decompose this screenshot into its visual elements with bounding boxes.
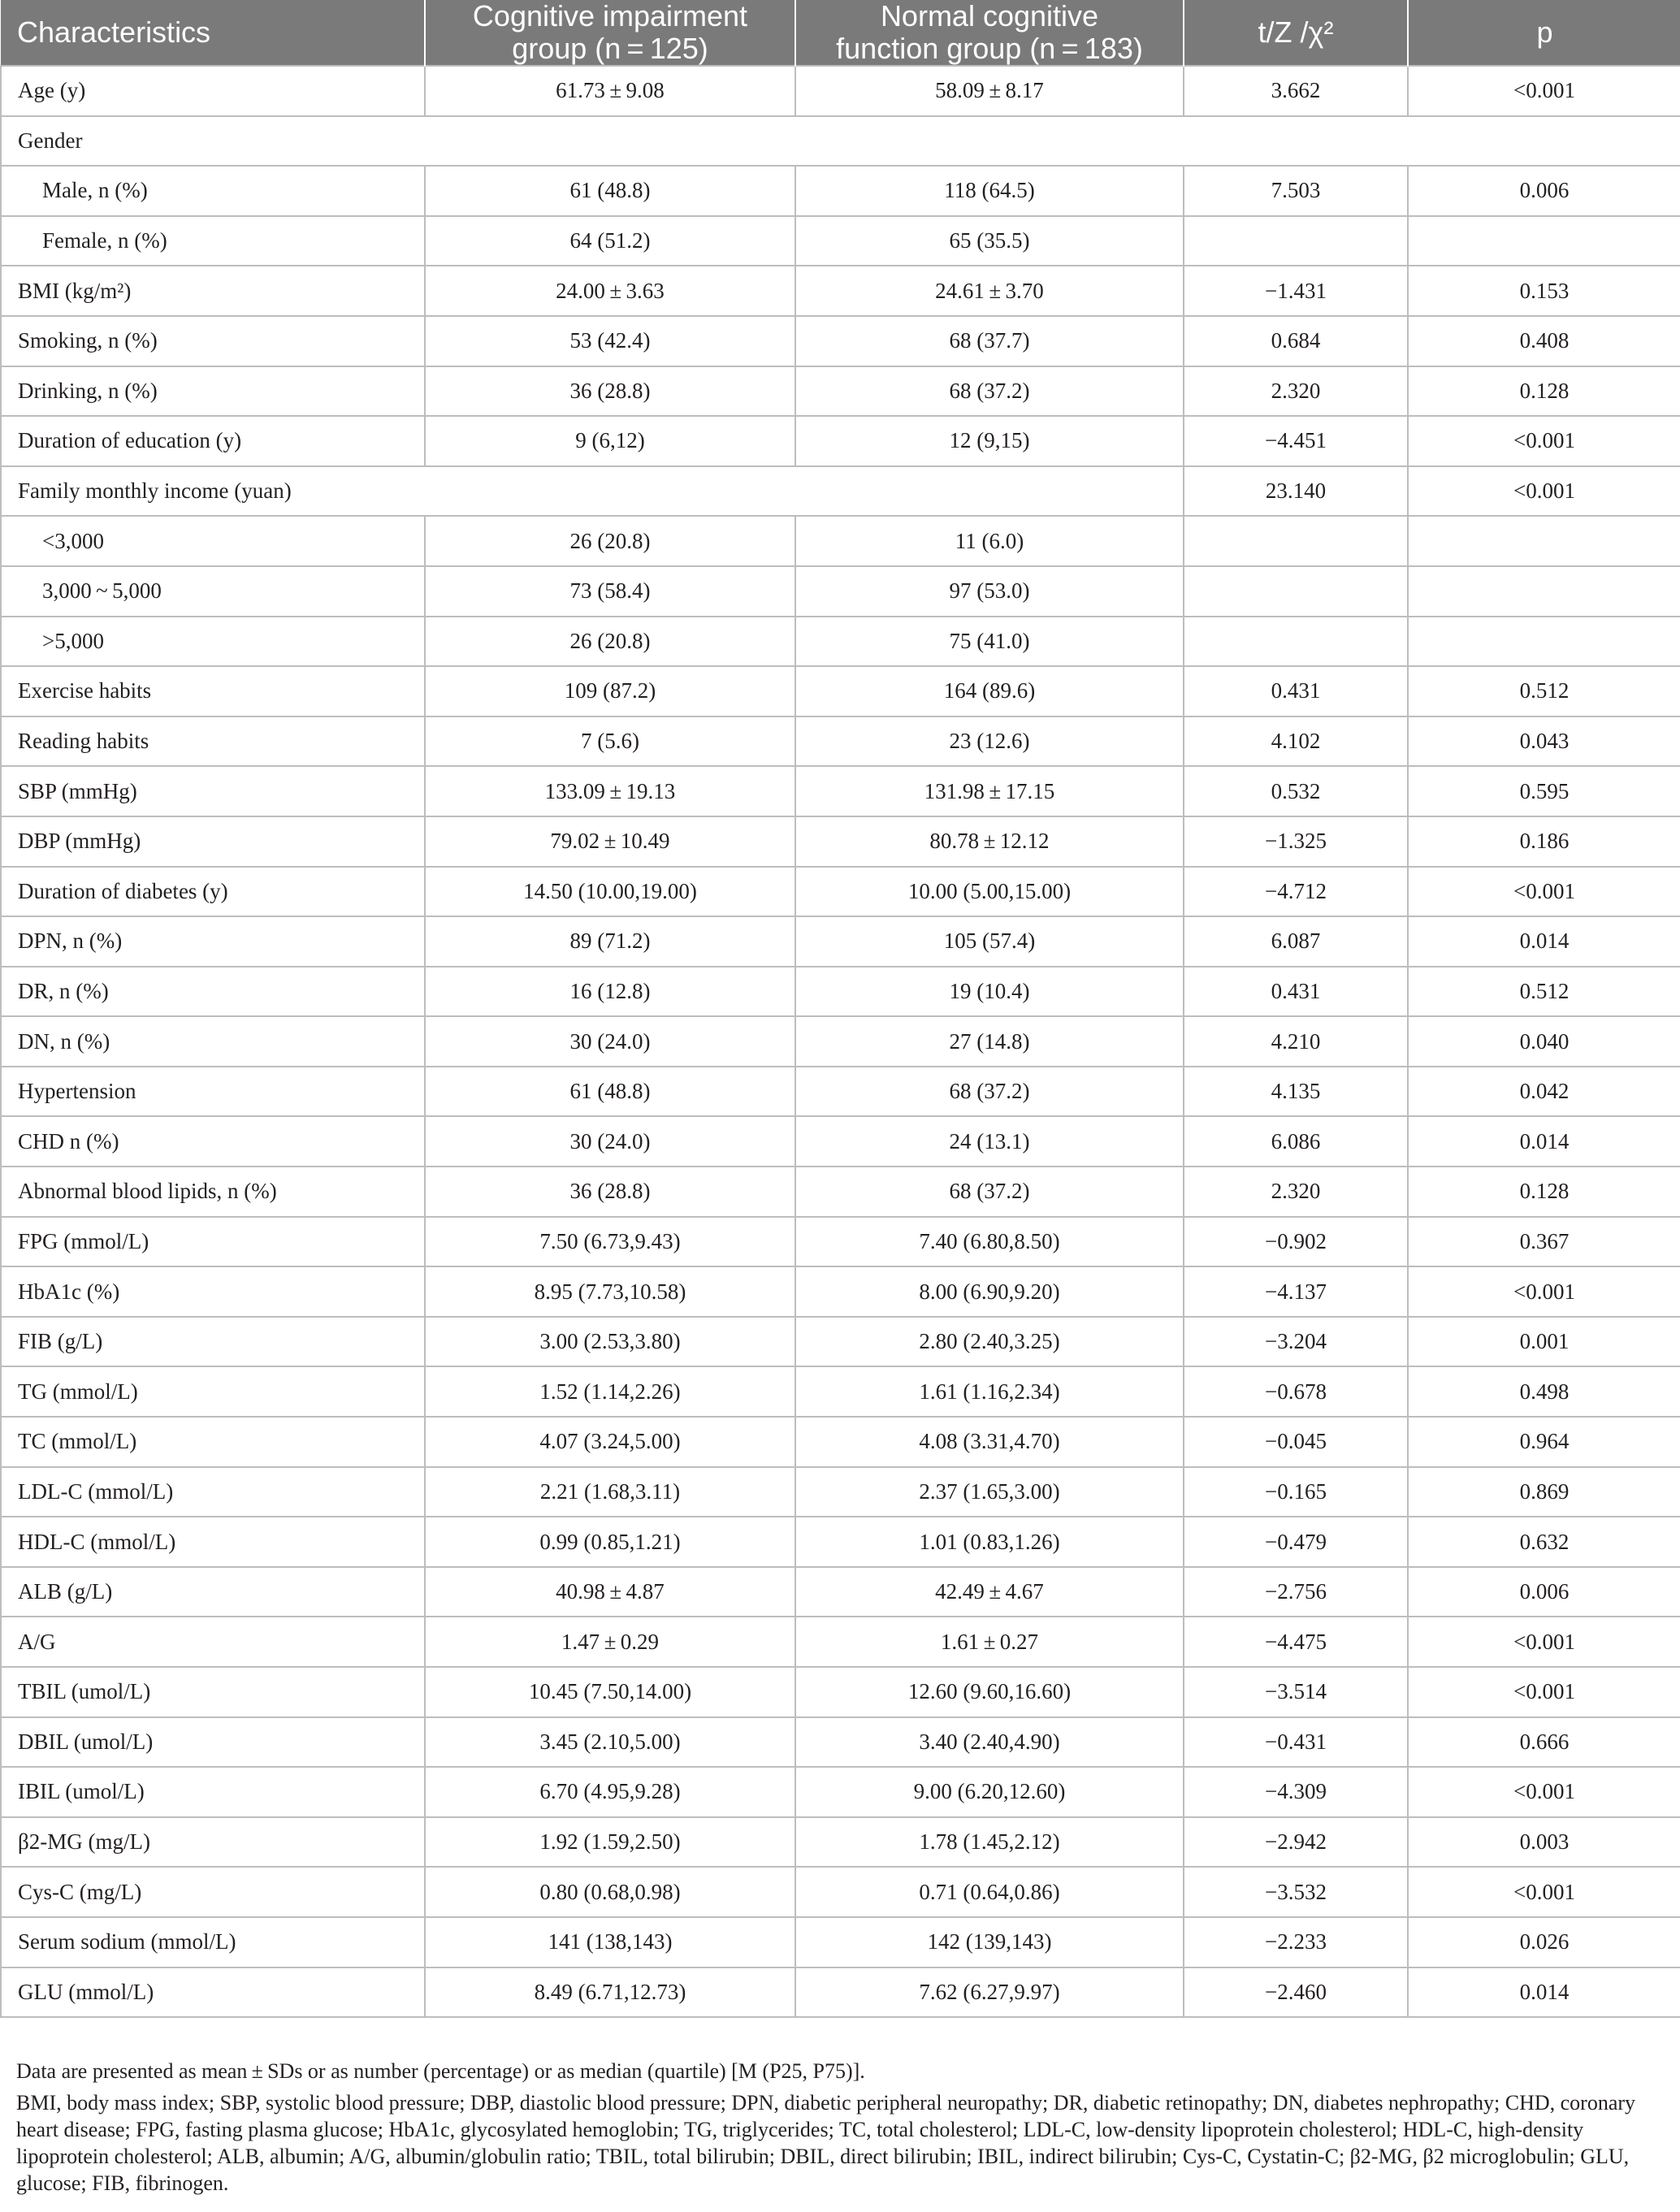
footnote-data-presentation: Data are presented as mean ± SDs or as number (percentage) or as median (quartile) [M (P25, P75)].: [16, 2059, 865, 2083]
row-label: DN, n (%): [1, 1016, 425, 1067]
cell-normal-cognitive: 142 (139,143): [795, 1917, 1184, 1967]
cell-normal-cognitive: 23 (12.6): [795, 716, 1184, 767]
cell-normal-cognitive: 105 (57.4): [795, 916, 1184, 967]
cell-cognitive-impairment: 14.50 (10.00,19.00): [425, 867, 795, 917]
cell-test-statistic: 6.086: [1184, 1116, 1408, 1167]
row-label: A/G: [1, 1617, 425, 1667]
table-row: [1, 766, 1680, 816]
cell-test-statistic: −2.233: [1184, 1917, 1408, 1967]
footnote-abbreviations: BMI, body mass index; SBP, systolic blood pressure; DBP, diastolic blood pressure; DPN, diabetic peripheral neuropathy; DR, diabetic retinopathy; DN, diabetes nephropathy; CHD, coronary heart disease; FPG, fasting plasma glucose; HbA1c, glycosylated hemoglobin; TG, triglycerides; TC, total cholesterol; LDL-C, low-density lipoprotein cholesterol; HDL-C, high-density lipoprotein cholesterol; ALB, albumin; A/G, albumin/globulin ratio; TBIL, total bilirubin; DBIL, direct bilirubin; IBIL, indirect bilirubin; Cys-C, Cystatin-C; β2-MG, β2 microglobulin; GLU, glucose; FIB, fibrinogen.: [16, 2091, 1636, 2195]
table-footnotes: [16, 2058, 1665, 2201]
table-row: [1, 1016, 1680, 1067]
cell-cognitive-impairment: 3.00 (2.53,3.80): [425, 1317, 795, 1367]
cell-cognitive-impairment: 7 (5.6): [425, 716, 795, 767]
row-label: Cys-C (mg/L): [1, 1867, 425, 1917]
cell-test-statistic: [1184, 617, 1408, 667]
cell-p-value: 0.026: [1408, 1917, 1680, 1967]
cell-p-value: 0.632: [1408, 1517, 1680, 1567]
table-row: [1, 366, 1680, 417]
row-label: FPG (mmol/L): [1, 1217, 425, 1267]
cell-p-value: 0.498: [1408, 1366, 1680, 1417]
row-label: Gender: [1, 116, 1680, 167]
cell-normal-cognitive: 75 (41.0): [795, 617, 1184, 667]
table-row: [1, 66, 1680, 116]
row-label: DBIL (umol/L): [1, 1717, 425, 1768]
cell-test-statistic: 4.210: [1184, 1016, 1408, 1067]
cell-p-value: 0.512: [1408, 967, 1680, 1017]
cell-cognitive-impairment: 73 (58.4): [425, 566, 795, 617]
row-label: Male, n (%): [1, 166, 425, 216]
cell-test-statistic: −4.475: [1184, 1617, 1408, 1667]
row-label: TG (mmol/L): [1, 1366, 425, 1417]
cell-normal-cognitive: 97 (53.0): [795, 566, 1184, 617]
table-row: [1, 216, 1680, 266]
cell-cognitive-impairment: 7.50 (6.73,9.43): [425, 1217, 795, 1267]
cell-test-statistic: −2.460: [1184, 1967, 1408, 2018]
table-row: [1, 666, 1680, 716]
cell-normal-cognitive: 7.62 (6.27,9.97): [795, 1967, 1184, 2018]
cell-p-value: 0.153: [1408, 266, 1680, 316]
cell-p-value: <0.001: [1408, 1617, 1680, 1667]
cell-normal-cognitive: 65 (35.5): [795, 216, 1184, 266]
table-row: [1, 1217, 1680, 1267]
cell-test-statistic: −3.532: [1184, 1867, 1408, 1917]
cell-p-value: 0.869: [1408, 1467, 1680, 1517]
table-row: [1, 1967, 1680, 2018]
cell-test-statistic: −0.431: [1184, 1717, 1408, 1768]
cell-p-value: <0.001: [1408, 466, 1680, 517]
cell-normal-cognitive: 58.09 ± 8.17: [795, 66, 1184, 116]
row-label: >5,000: [1, 617, 425, 667]
cell-p-value: <0.001: [1408, 867, 1680, 917]
row-label: DR, n (%): [1, 967, 425, 1017]
table-row: [1, 566, 1680, 617]
cell-test-statistic: 0.431: [1184, 666, 1408, 716]
cell-cognitive-impairment: 10.45 (7.50,14.00): [425, 1667, 795, 1717]
cell-cognitive-impairment: 89 (71.2): [425, 916, 795, 967]
cell-cognitive-impairment: 0.80 (0.68,0.98): [425, 1867, 795, 1917]
cell-cognitive-impairment: 61 (48.8): [425, 1067, 795, 1117]
cell-test-statistic: −0.678: [1184, 1366, 1408, 1417]
cell-p-value: <0.001: [1408, 416, 1680, 466]
row-label: HDL-C (mmol/L): [1, 1517, 425, 1567]
cell-cognitive-impairment: 61 (48.8): [425, 166, 795, 216]
row-label: <3,000: [1, 516, 425, 566]
row-label: DPN, n (%): [1, 916, 425, 967]
cell-cognitive-impairment: 36 (28.8): [425, 366, 795, 417]
table-row: [1, 116, 1680, 167]
row-label: Family monthly income (yuan): [1, 466, 1184, 517]
cell-p-value: 0.043: [1408, 716, 1680, 767]
table-row: [1, 1067, 1680, 1117]
cell-test-statistic: −3.204: [1184, 1317, 1408, 1367]
table-row: [1, 1417, 1680, 1467]
cell-cognitive-impairment: 26 (20.8): [425, 516, 795, 566]
table-row: [1, 1867, 1680, 1917]
cell-test-statistic: −4.309: [1184, 1767, 1408, 1817]
row-label: TBIL (umol/L): [1, 1667, 425, 1717]
cell-p-value: 0.512: [1408, 666, 1680, 716]
cell-p-value: 0.408: [1408, 316, 1680, 366]
cell-normal-cognitive: 2.37 (1.65,3.00): [795, 1467, 1184, 1517]
table-row: [1, 1567, 1680, 1617]
table-row: [1, 816, 1680, 867]
cell-test-statistic: 2.320: [1184, 1167, 1408, 1217]
cell-test-statistic: −1.325: [1184, 816, 1408, 867]
row-label: SBP (mmHg): [1, 766, 425, 816]
header-p-value: p: [1408, 0, 1680, 66]
cell-test-statistic: −0.902: [1184, 1217, 1408, 1267]
table-row: [1, 316, 1680, 366]
cell-test-statistic: −1.431: [1184, 266, 1408, 316]
cell-p-value: 0.186: [1408, 816, 1680, 867]
table-row: [1, 1817, 1680, 1868]
row-label: GLU (mmol/L): [1, 1967, 425, 2018]
table-row: [1, 1467, 1680, 1517]
cell-cognitive-impairment: 36 (28.8): [425, 1167, 795, 1217]
row-label: CHD n (%): [1, 1116, 425, 1167]
cell-p-value: 0.006: [1408, 166, 1680, 216]
cell-test-statistic: 0.431: [1184, 967, 1408, 1017]
cell-cognitive-impairment: 2.21 (1.68,3.11): [425, 1467, 795, 1517]
cell-p-value: 0.014: [1408, 1116, 1680, 1167]
row-label: β2-MG (mg/L): [1, 1817, 425, 1868]
cell-p-value: 0.595: [1408, 766, 1680, 816]
cell-normal-cognitive: 68 (37.2): [795, 366, 1184, 417]
header-normal-cognitive-function-group: Normal cognitive function group (n = 183): [795, 0, 1184, 66]
table-row: [1, 1366, 1680, 1417]
cell-normal-cognitive: 19 (10.4): [795, 967, 1184, 1017]
table-row: [1, 1317, 1680, 1367]
cell-p-value: 0.128: [1408, 366, 1680, 417]
row-label: HbA1c (%): [1, 1266, 425, 1317]
cell-normal-cognitive: 4.08 (3.31,4.70): [795, 1417, 1184, 1467]
table-row: [1, 967, 1680, 1017]
row-label: ALB (g/L): [1, 1567, 425, 1617]
row-label: Drinking, n (%): [1, 366, 425, 417]
header-test-statistic: t/Z /χ²: [1184, 0, 1408, 66]
cell-cognitive-impairment: 64 (51.2): [425, 216, 795, 266]
cell-p-value: [1408, 516, 1680, 566]
cell-p-value: <0.001: [1408, 1266, 1680, 1317]
cell-test-statistic: −4.451: [1184, 416, 1408, 466]
cell-normal-cognitive: 2.80 (2.40,3.25): [795, 1317, 1184, 1367]
cell-cognitive-impairment: 79.02 ± 10.49: [425, 816, 795, 867]
cell-p-value: 0.006: [1408, 1567, 1680, 1617]
cell-normal-cognitive: 1.61 (1.16,2.34): [795, 1366, 1184, 1417]
cell-test-statistic: [1184, 566, 1408, 617]
cell-normal-cognitive: 68 (37.7): [795, 316, 1184, 366]
row-label: IBIL (umol/L): [1, 1767, 425, 1817]
cell-test-statistic: −2.756: [1184, 1567, 1408, 1617]
cell-p-value: 0.003: [1408, 1817, 1680, 1868]
cell-p-value: 0.014: [1408, 916, 1680, 967]
cell-cognitive-impairment: 9 (6,12): [425, 416, 795, 466]
table-row: [1, 1116, 1680, 1167]
cell-test-statistic: −0.045: [1184, 1417, 1408, 1467]
cell-cognitive-impairment: 0.99 (0.85,1.21): [425, 1517, 795, 1567]
cell-test-statistic: 4.135: [1184, 1067, 1408, 1117]
row-label: LDL-C (mmol/L): [1, 1467, 425, 1517]
cell-p-value: 0.001: [1408, 1317, 1680, 1367]
cell-test-statistic: [1184, 216, 1408, 266]
cell-test-statistic: 0.532: [1184, 766, 1408, 816]
cell-test-statistic: −4.137: [1184, 1266, 1408, 1317]
row-label: Exercise habits: [1, 666, 425, 716]
cell-cognitive-impairment: 109 (87.2): [425, 666, 795, 716]
row-label: 3,000 ~ 5,000: [1, 566, 425, 617]
table-row: [1, 1917, 1680, 1967]
table-row: [1, 916, 1680, 967]
cell-p-value: 0.014: [1408, 1967, 1680, 2018]
cell-p-value: <0.001: [1408, 1667, 1680, 1717]
cell-test-statistic: −2.942: [1184, 1817, 1408, 1868]
header-characteristics: Characteristics: [1, 0, 425, 66]
table-row: [1, 867, 1680, 917]
cell-p-value: [1408, 617, 1680, 667]
row-label: Reading habits: [1, 716, 425, 767]
cell-cognitive-impairment: 1.92 (1.59,2.50): [425, 1817, 795, 1868]
cell-normal-cognitive: 10.00 (5.00,15.00): [795, 867, 1184, 917]
cell-cognitive-impairment: 8.49 (6.71,12.73): [425, 1967, 795, 2018]
cell-p-value: 0.040: [1408, 1016, 1680, 1067]
cell-cognitive-impairment: 24.00 ± 3.63: [425, 266, 795, 316]
cell-normal-cognitive: 3.40 (2.40,4.90): [795, 1717, 1184, 1768]
cell-normal-cognitive: 80.78 ± 12.12: [795, 816, 1184, 867]
cell-normal-cognitive: 9.00 (6.20,12.60): [795, 1767, 1184, 1817]
cell-test-statistic: 3.662: [1184, 66, 1408, 116]
header-row: [1, 0, 1680, 66]
cell-p-value: <0.001: [1408, 66, 1680, 116]
table-row: [1, 1517, 1680, 1567]
cell-cognitive-impairment: 53 (42.4): [425, 316, 795, 366]
table-row: [1, 416, 1680, 466]
cell-normal-cognitive: 27 (14.8): [795, 1016, 1184, 1067]
cell-normal-cognitive: 7.40 (6.80,8.50): [795, 1217, 1184, 1267]
cell-normal-cognitive: 12.60 (9.60,16.60): [795, 1667, 1184, 1717]
cell-normal-cognitive: 24 (13.1): [795, 1116, 1184, 1167]
cell-normal-cognitive: 1.78 (1.45,2.12): [795, 1817, 1184, 1868]
table-row: [1, 1617, 1680, 1667]
cell-p-value: 0.367: [1408, 1217, 1680, 1267]
cell-cognitive-impairment: 8.95 (7.73,10.58): [425, 1266, 795, 1317]
cell-test-statistic: [1184, 516, 1408, 566]
cell-p-value: 0.666: [1408, 1717, 1680, 1768]
table-row: [1, 1167, 1680, 1217]
cell-cognitive-impairment: 26 (20.8): [425, 617, 795, 667]
cell-normal-cognitive: 164 (89.6): [795, 666, 1184, 716]
cell-cognitive-impairment: 16 (12.8): [425, 967, 795, 1017]
table-row: [1, 266, 1680, 316]
table-row: [1, 166, 1680, 216]
table-row: [1, 1717, 1680, 1768]
cell-normal-cognitive: 0.71 (0.64,0.86): [795, 1867, 1184, 1917]
cell-cognitive-impairment: 30 (24.0): [425, 1016, 795, 1067]
cell-normal-cognitive: 1.61 ± 0.27: [795, 1617, 1184, 1667]
cell-p-value: 0.964: [1408, 1417, 1680, 1467]
cell-p-value: [1408, 566, 1680, 617]
cell-test-statistic: 2.320: [1184, 366, 1408, 417]
row-label: TC (mmol/L): [1, 1417, 425, 1467]
table-row: [1, 1767, 1680, 1817]
cell-normal-cognitive: 118 (64.5): [795, 166, 1184, 216]
row-label: BMI (kg/m²): [1, 266, 425, 316]
cell-p-value: [1408, 216, 1680, 266]
cell-normal-cognitive: 68 (37.2): [795, 1067, 1184, 1117]
cell-cognitive-impairment: 4.07 (3.24,5.00): [425, 1417, 795, 1467]
cell-test-statistic: 4.102: [1184, 716, 1408, 767]
header-cognitive-impairment-group: Cognitive impairment group (n = 125): [425, 0, 795, 66]
table-row: [1, 466, 1680, 517]
cell-normal-cognitive: 11 (6.0): [795, 516, 1184, 566]
cell-normal-cognitive: 1.01 (0.83,1.26): [795, 1517, 1184, 1567]
cell-cognitive-impairment: 30 (24.0): [425, 1116, 795, 1167]
cell-cognitive-impairment: 61.73 ± 9.08: [425, 66, 795, 116]
table-header: [1, 0, 1680, 66]
row-label: Female, n (%): [1, 216, 425, 266]
row-label: Duration of diabetes (y): [1, 867, 425, 917]
cell-normal-cognitive: 8.00 (6.90,9.20): [795, 1266, 1184, 1317]
row-label: DBP (mmHg): [1, 816, 425, 867]
cell-normal-cognitive: 131.98 ± 17.15: [795, 766, 1184, 816]
table-body: [1, 66, 1680, 2017]
cell-test-statistic: 6.087: [1184, 916, 1408, 967]
cell-cognitive-impairment: 133.09 ± 19.13: [425, 766, 795, 816]
cell-normal-cognitive: 68 (37.2): [795, 1167, 1184, 1217]
table-row: [1, 1667, 1680, 1717]
cell-test-statistic: −3.514: [1184, 1667, 1408, 1717]
cell-p-value: 0.128: [1408, 1167, 1680, 1217]
row-label: Abnormal blood lipids, n (%): [1, 1167, 425, 1217]
row-label: Age (y): [1, 66, 425, 116]
row-label: Smoking, n (%): [1, 316, 425, 366]
row-label: Hypertension: [1, 1067, 425, 1117]
table-row: [1, 1266, 1680, 1317]
cell-test-statistic: 0.684: [1184, 316, 1408, 366]
cell-normal-cognitive: 42.49 ± 4.67: [795, 1567, 1184, 1617]
cell-normal-cognitive: 12 (9,15): [795, 416, 1184, 466]
cell-cognitive-impairment: 141 (138,143): [425, 1917, 795, 1967]
cell-cognitive-impairment: 1.47 ± 0.29: [425, 1617, 795, 1667]
cell-p-value: <0.001: [1408, 1867, 1680, 1917]
cell-test-statistic: −4.712: [1184, 867, 1408, 917]
cell-test-statistic: 7.503: [1184, 166, 1408, 216]
cell-cognitive-impairment: 3.45 (2.10,5.00): [425, 1717, 795, 1768]
row-label: FIB (g/L): [1, 1317, 425, 1367]
cell-test-statistic: −0.165: [1184, 1467, 1408, 1517]
table-row: [1, 716, 1680, 767]
cell-p-value: 0.042: [1408, 1067, 1680, 1117]
cell-test-statistic: −0.479: [1184, 1517, 1408, 1567]
cell-cognitive-impairment: 6.70 (4.95,9.28): [425, 1767, 795, 1817]
cell-p-value: <0.001: [1408, 1767, 1680, 1817]
table-row: [1, 617, 1680, 667]
cell-test-statistic: 23.140: [1184, 466, 1408, 517]
cell-normal-cognitive: 24.61 ± 3.70: [795, 266, 1184, 316]
row-label: Serum sodium (mmol/L): [1, 1917, 425, 1967]
cell-cognitive-impairment: 40.98 ± 4.87: [425, 1567, 795, 1617]
cell-cognitive-impairment: 1.52 (1.14,2.26): [425, 1366, 795, 1417]
table-row: [1, 516, 1680, 566]
row-label: Duration of education (y): [1, 416, 425, 466]
